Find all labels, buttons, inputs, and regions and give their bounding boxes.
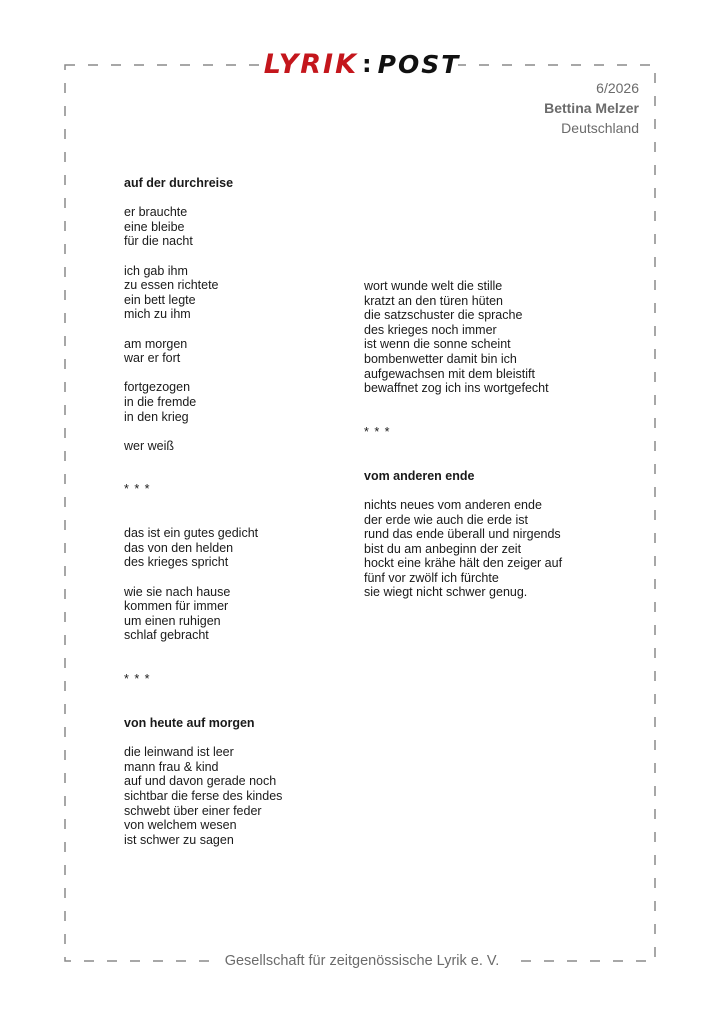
poem-line: in den krieg [124, 409, 189, 424]
poem-line: zu essen richtete [124, 278, 219, 293]
right-column [364, 279, 614, 600]
poem-line: mann frau & kind [124, 759, 219, 774]
poem-line: in die fremde [124, 394, 197, 409]
poem-body [364, 279, 614, 396]
footer-organization: Gesellschaft für zeitgenössische Lyrik e. V. [212, 951, 512, 971]
section-separator: * * * [124, 482, 151, 497]
poem-line: schlaf gebracht [124, 628, 209, 643]
poem-line: er brauchte [124, 205, 188, 220]
logo-post: POST [377, 49, 461, 79]
author-country: Deutschland [561, 120, 639, 136]
poem-line: aufgewachsen mit dem bleistift [364, 366, 535, 381]
brand-logo [263, 44, 461, 84]
issue-number: 6/2026 [596, 80, 639, 96]
poem-line: war er fort [124, 351, 181, 366]
poem-title: von heute auf morgen [124, 715, 255, 730]
poem-body [124, 205, 354, 453]
poem-line: die leinwand ist leer [124, 745, 234, 760]
poem-line: bist du am anbeginn der zeit [364, 541, 522, 556]
poem-body [364, 498, 614, 600]
poem-line: fortgezogen [124, 380, 191, 395]
poem-title: vom anderen ende [364, 468, 475, 483]
poem-line: der erde wie auch die erde ist [364, 512, 528, 527]
poem-title: auf der durchreise [124, 176, 234, 190]
poem-line: ist wenn die sonne scheint [364, 337, 511, 352]
poem-line: kratzt an den türen hüten [364, 293, 503, 308]
stanza-break [124, 366, 354, 381]
poem-line: hockt eine krähe hält den zeiger auf [364, 556, 563, 571]
poem-line: ich gab ihm [124, 263, 188, 278]
poem-line: des krieges spricht [124, 555, 229, 570]
poem-line: nichts neues vom anderen ende [364, 497, 542, 512]
poem-line: schwebt über einer feder [124, 803, 262, 818]
poem-body [124, 526, 354, 643]
poem-line: rund das ende überall und nirgends [364, 527, 561, 542]
poem-line: wie sie nach hause [124, 584, 231, 599]
poem-line: wort wunde welt die stille [364, 279, 503, 293]
poem-line: das ist ein gutes gedicht [124, 526, 259, 541]
poem-line: von welchem wesen [124, 818, 237, 833]
poem-line: sie wiegt nicht schwer genug. [364, 585, 528, 600]
poem-line: die satzschuster die sprache [364, 308, 523, 323]
poem-line: eine bleibe [124, 219, 185, 234]
poem-line: wer weiß [124, 438, 175, 453]
poem-line: bewaffnet zog ich ins wortgefecht [364, 381, 549, 396]
poem-line: fünf vor zwölf ich fürchte [364, 570, 499, 585]
poem-line: um einen ruhigen [124, 613, 221, 628]
author-name: Bettina Melzer [544, 100, 639, 116]
stanza-break [124, 424, 354, 439]
poem-line: auf und davon gerade noch [124, 774, 277, 789]
left-column [124, 176, 354, 847]
poem-line: das von den helden [124, 540, 234, 555]
logo-lyrik: LYRIK [263, 48, 359, 80]
section-separator: * * * [124, 672, 151, 687]
stanza-break [124, 249, 354, 264]
poem-line: des krieges noch immer [364, 322, 497, 337]
logo-colon: : [362, 50, 372, 78]
poem-line: bombenwetter damit bin ich [364, 351, 517, 366]
stanza-break [124, 570, 354, 585]
section-separator: * * * [364, 424, 391, 439]
issue-meta [544, 78, 639, 138]
poem-line: ein bett legte [124, 292, 196, 307]
poem-line: für die nacht [124, 234, 193, 249]
poem-line: kommen für immer [124, 599, 229, 614]
poem-line: am morgen [124, 336, 188, 351]
poem-line: sichtbar die ferse des kindes [124, 788, 283, 803]
stanza-break [124, 322, 354, 337]
poem-line: ist schwer zu sagen [124, 832, 234, 847]
poem-body [124, 745, 354, 847]
poem-line: mich zu ihm [124, 307, 191, 322]
